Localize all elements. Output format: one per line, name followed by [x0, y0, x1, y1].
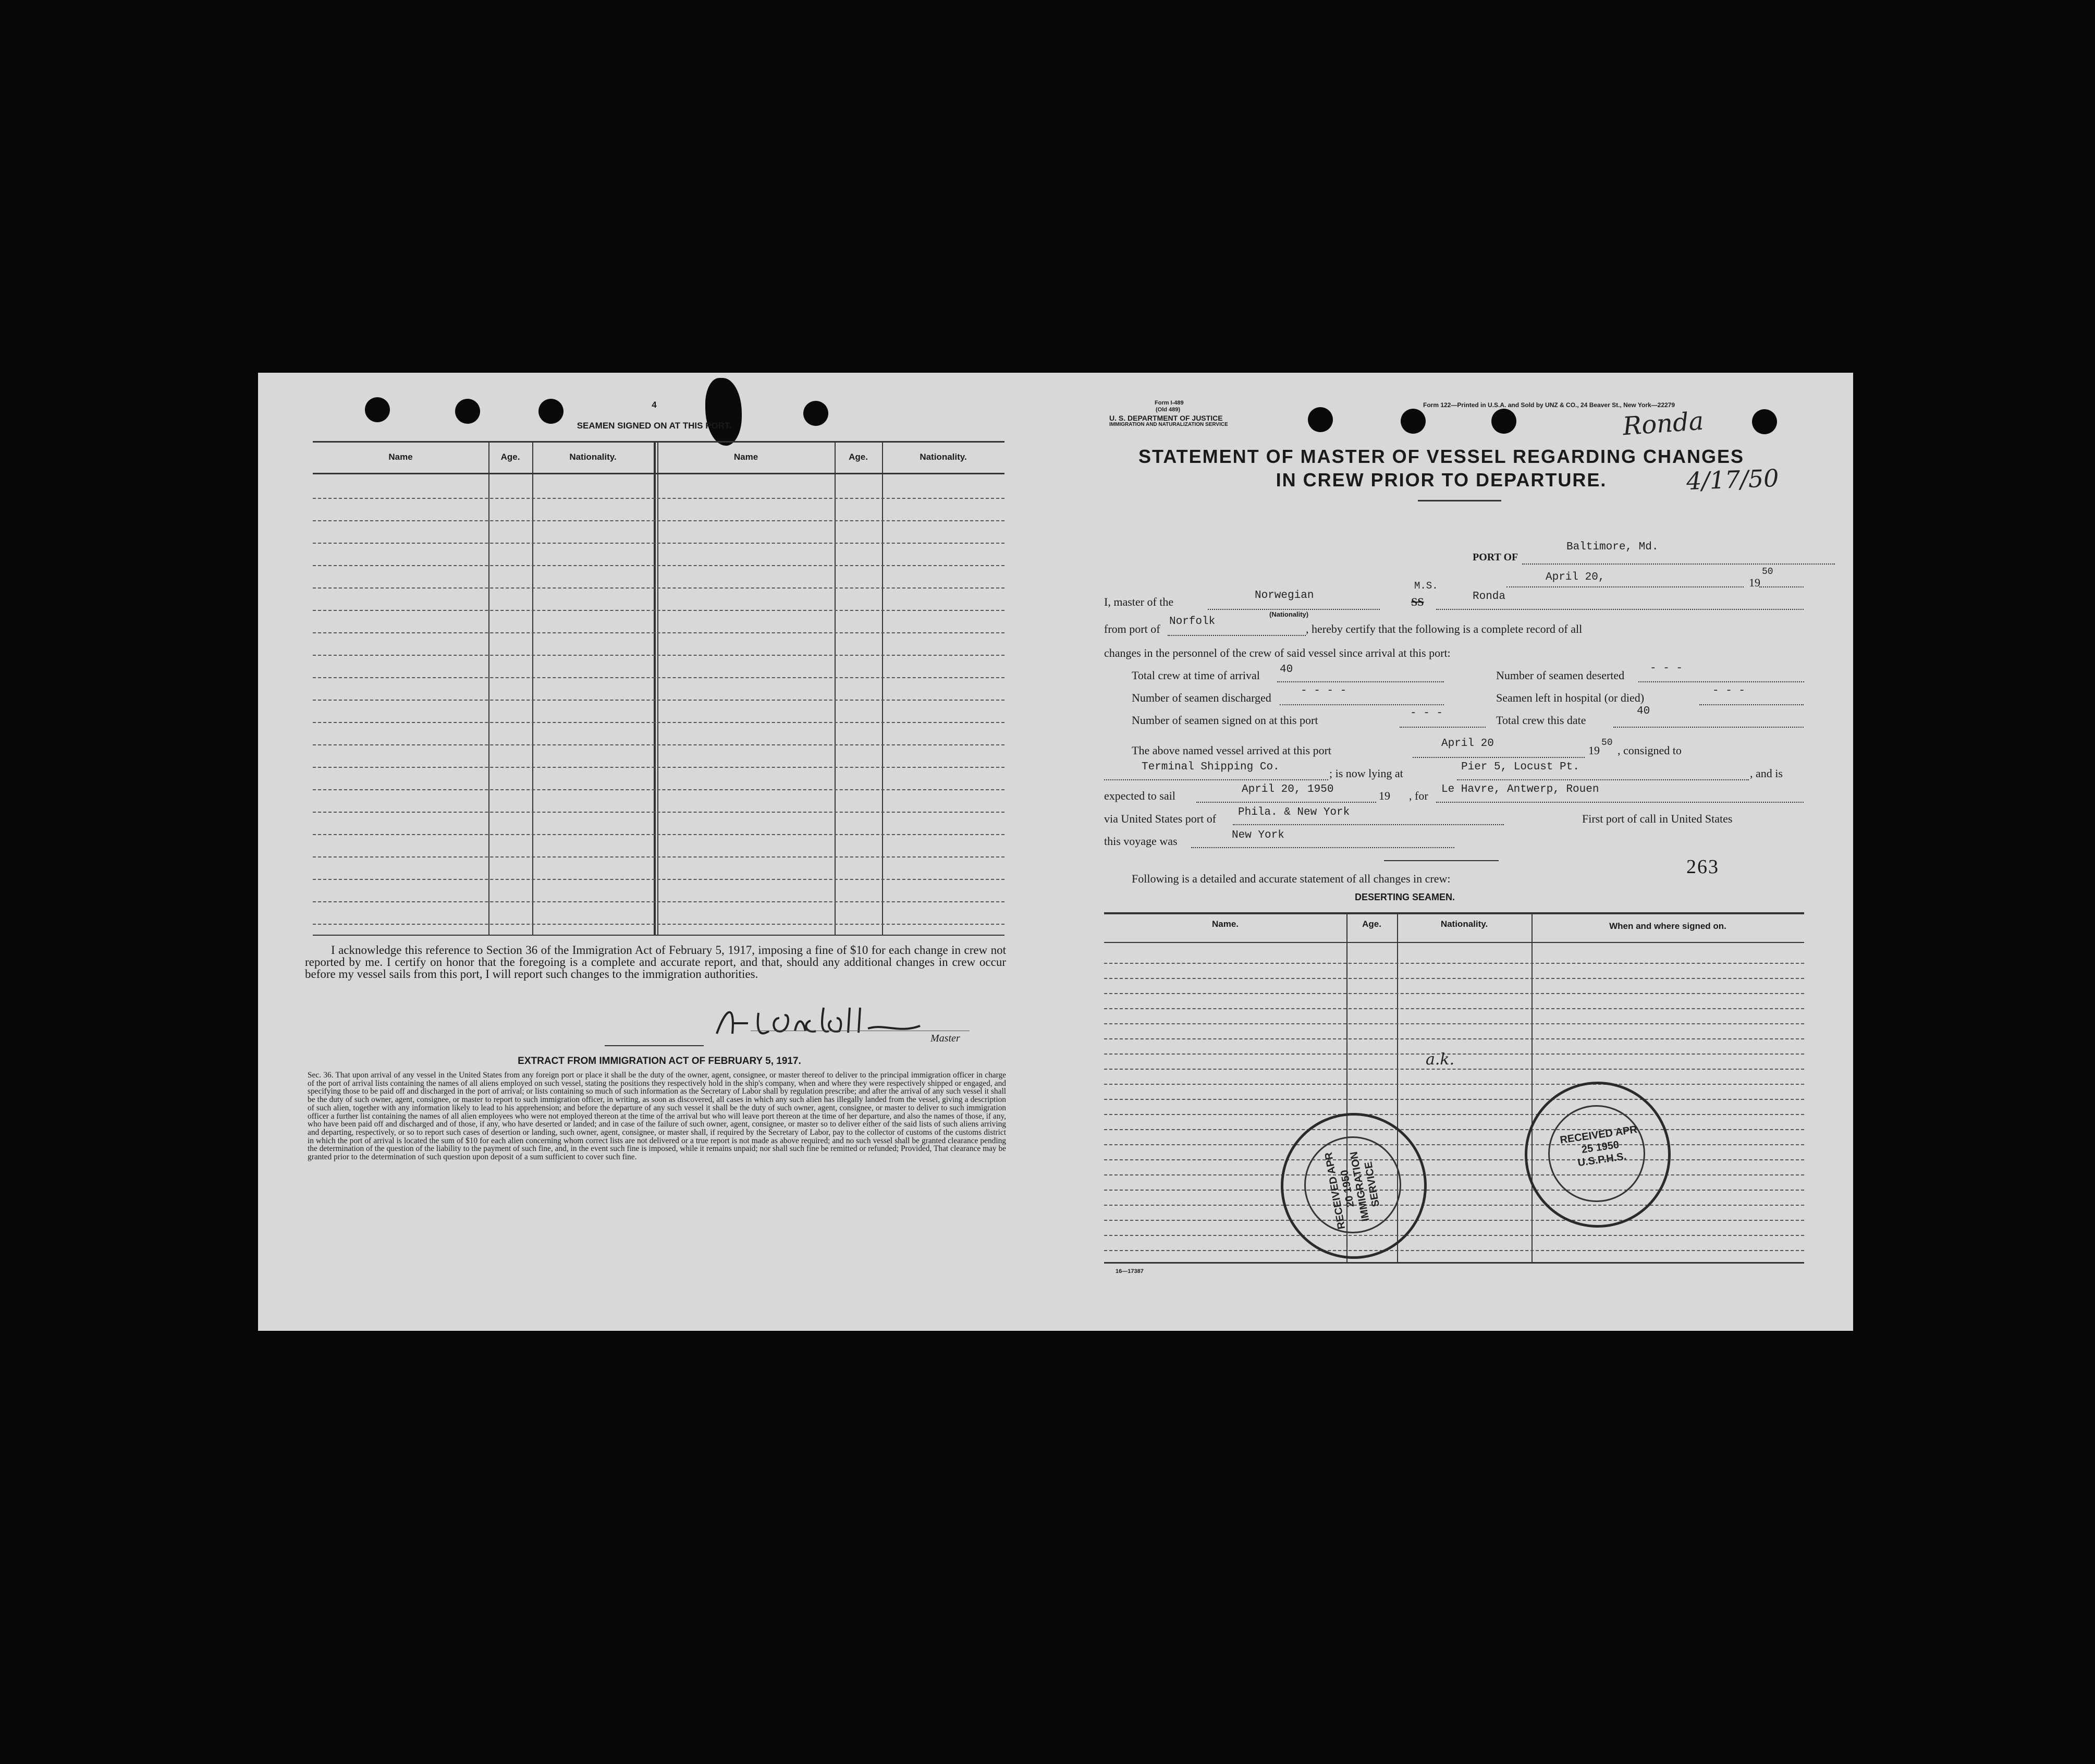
table-row: [313, 789, 1004, 790]
deserted-label: Number of seamen deserted: [1496, 669, 1625, 682]
table-row: [313, 856, 1004, 858]
column-header: Age.: [500, 452, 520, 462]
discharged-label: Number of seamen discharged: [1132, 691, 1271, 704]
via-label: via United States port of: [1104, 812, 1217, 825]
form-number: Form I-489: [1155, 400, 1184, 406]
year-line: [1759, 586, 1804, 587]
col-divider: [835, 441, 836, 935]
table-row: [313, 632, 1004, 633]
and-is-label: , and is: [1750, 767, 1783, 780]
title-rule: [1418, 500, 1501, 501]
table-row: [1104, 1159, 1804, 1160]
hospital-value: - - -: [1712, 685, 1746, 697]
stamped-number: 263: [1686, 856, 1719, 878]
first-port-label: First port of call in United States: [1582, 812, 1733, 825]
via-value: Phila. & New York: [1238, 806, 1350, 818]
deserting-title: DESERTING SEAMEN.: [1354, 892, 1455, 902]
col-divider: [882, 441, 883, 935]
table-row: [313, 700, 1004, 701]
form-title-line1: STATEMENT OF MASTER OF VESSEL REGARDING CHANGES: [1138, 446, 1745, 467]
printer-info: Form 122—Printed in U.S.A. and Sold by UNZ & CO., 24 Beaver St., New York—22279: [1423, 401, 1675, 409]
signed-on-label: Number of seamen signed on at this port: [1132, 714, 1318, 727]
col-divider: [654, 441, 656, 935]
master-signature: [712, 1002, 930, 1051]
from-port-line: [1168, 635, 1306, 636]
table-row: [1104, 1008, 1804, 1009]
changes-text: changes in the personnel of the crew of said vessel since arrival at this port:: [1104, 646, 1451, 659]
signed-on-line: [1400, 727, 1486, 728]
table-row: [1104, 1069, 1804, 1070]
table-row: [1104, 1205, 1804, 1206]
section-title: SEAMEN SIGNED ON AT THIS PORT.: [577, 421, 732, 431]
table-row: [313, 901, 1004, 902]
this-voyage-label: this voyage was: [1104, 835, 1178, 848]
table-bottom-rule: [313, 935, 1004, 936]
deserted-value: - - -: [1650, 663, 1683, 675]
total-crew-arrival-value: 40: [1280, 664, 1293, 676]
table-row: [1104, 1099, 1804, 1100]
from-port-value: Norfolk: [1169, 616, 1216, 628]
column-header: Name: [388, 452, 413, 462]
col-divider: [532, 441, 533, 935]
column-header: Nationality.: [1440, 919, 1488, 929]
handwritten-date: 4/17/50: [1686, 463, 1780, 496]
col-divider: [1532, 912, 1533, 1262]
punch-hole: [455, 399, 480, 424]
column-header: Age.: [1362, 919, 1381, 929]
expected-label: expected to sail: [1104, 789, 1175, 802]
arrived-line: [1413, 757, 1585, 758]
column-header: When and where signed on.: [1609, 921, 1726, 931]
table-row: [1104, 1084, 1804, 1085]
table-row: [313, 879, 1004, 880]
punch-hole: [1401, 409, 1426, 434]
punch-hole: [365, 397, 390, 422]
desert-table-bottom: [1104, 1262, 1804, 1264]
received-stamp-left: [1281, 1113, 1427, 1259]
table-row: [1104, 1144, 1804, 1145]
table-row: [313, 744, 1004, 745]
via-line: [1233, 824, 1504, 825]
expected-value: April 20, 1950: [1242, 783, 1334, 795]
vessel-line: [1436, 609, 1804, 610]
deserted-line: [1638, 681, 1804, 682]
hospital-label: Seamen left in hospital (or died): [1496, 691, 1645, 704]
torn-spot: [705, 378, 742, 446]
column-header: Nationality.: [569, 452, 617, 462]
arrived-year-value: 50: [1601, 738, 1613, 748]
total-crew-date-value: 40: [1637, 705, 1650, 717]
date-line: [1506, 586, 1744, 587]
consigned-label: , consigned to: [1618, 744, 1682, 757]
punch-hole: [538, 399, 563, 424]
punch-hole: [1491, 409, 1516, 434]
col-divider: [657, 441, 658, 935]
table-row: [1104, 978, 1804, 979]
stamp-right-text: RECEIVED APR 25 1950 U.S.P.H.S.: [1559, 1123, 1638, 1169]
year-value: 50: [1762, 567, 1773, 577]
port-label: PORT OF: [1473, 552, 1518, 563]
table-top-rule: [313, 441, 1004, 443]
form-code: 16—17387: [1116, 1268, 1144, 1275]
master-label: Master: [930, 1033, 960, 1044]
table-row: [313, 767, 1004, 768]
page-number: 4: [652, 400, 657, 410]
for-label: , for: [1409, 789, 1428, 802]
department-name: U. S. DEPARTMENT OF JUSTICE: [1109, 414, 1223, 422]
total-crew-arrival-label: Total crew at time of arrival: [1132, 669, 1260, 682]
table-row: [313, 655, 1004, 656]
col-divider: [488, 441, 489, 935]
acknowledgement-text: I acknowledge this reference to Section 36 of the Immigration Act of February 5, 1917, imposing a fine of $10 for each change in crew not reported by me. I certify on honor that the foregoing is a complete and accurate report, and that, should any additional changes in crew occur before my vessel sails from this port, I will report such changes to the immigration authorities.: [305, 944, 1006, 981]
discharged-line: [1280, 704, 1444, 705]
expected-line: [1196, 802, 1376, 803]
received-stamp-right: [1525, 1082, 1671, 1228]
from-port-label: from port of: [1104, 622, 1160, 635]
expected-year: 19: [1379, 789, 1390, 802]
nationality-value: Norwegian: [1255, 590, 1314, 602]
table-row: [1104, 1038, 1804, 1039]
table-row: [1104, 1220, 1804, 1221]
table-row: [1104, 1023, 1804, 1024]
hospital-line: [1699, 704, 1804, 705]
this-voyage-value: New York: [1232, 829, 1284, 841]
extract-text: Sec. 36. That upon arrival of any vessel in the United States from any foreign port or place it shall be the duty of the owner, agent, consignee, or master thereof to deliver to the principal immigration officer in charge of the port of arrival lists containing the names of all aliens employed on such vessel, stating the positions they respectively hold in the ship's company, when and where they were respectively shipped or engaged, and specifying those to be paid off and discharged in the port of arrival; or lists containing so much of such information as the Secretary of Labor shall by regulation prescribe; and after the arrival of any such vessel it shall be the duty of such owner, agent, consignee, or master to report to such immigration officer, in writing, as soon as discovered, all cases in which any such alien has illegally landed from the vessel, giving a description of such alien, together with any information likely to lead to his apprehension; and before the departure of any such vessel it shall be the duty of such owner, agent, consignee, or master to deliver to such immigration officer a further list containing the names of all alien employees who were not employed thereon at the time of the arrival but who will leave port thereon at the time of her departure, and also the names of those, if any, who have been paid off and discharged and of those, if any, who have deserted or landed; and in case of the failure of such owner, agent, consignee, or master so to deliver either of the said lists of such aliens arriving and departing, respectively, or so to report such cases of desertion or landing, such owner, agent, consignee, or master shall, if required by the Secretary of Labor, pay to the collector of customs of the customs district in which the port of arrival is located the sum of $10 for each alien concerning whom correct lists are not delivered or a true report is not made as above required; and no such vessel shall be granted clearance pending the determination of the question of the liability to the payment of such fine, and, in the event such fine is imposed, while it remains unpaid; nor shall such fine be remitted or refunded; Provided, That clearance may be granted prior to the determination of such question upon deposit of a sum sufficient to cover such fine.: [308, 1071, 1006, 1162]
column-header: Nationality.: [920, 452, 967, 462]
column-header: Age.: [849, 452, 868, 462]
arrived-year-prefix: 19: [1588, 744, 1600, 757]
table-row: [1104, 993, 1804, 994]
total-crew-arrival-line: [1277, 681, 1444, 682]
table-header-rule: [313, 473, 1004, 474]
extract-title: EXTRACT FROM IMMIGRATION ACT OF FEBRUARY 5, 1917.: [518, 1056, 801, 1067]
column-header: Name: [733, 452, 758, 462]
total-crew-date-label: Total crew this date: [1496, 714, 1586, 727]
total-crew-date-line: [1613, 727, 1804, 728]
table-row: [313, 834, 1004, 835]
date-value: April 20,: [1546, 571, 1605, 583]
desert-table-header-rule: [1104, 942, 1804, 943]
table-row: [313, 812, 1004, 813]
table-row: [313, 498, 1004, 499]
arrived-label: The above named vessel arrived at this port: [1132, 744, 1332, 757]
arrived-value: April 20: [1441, 738, 1494, 750]
handwritten-initials: a.k.: [1426, 1050, 1455, 1069]
year-prefix: 19: [1749, 576, 1760, 589]
table-row: [313, 924, 1004, 925]
table-row: [313, 722, 1004, 723]
table-row: [1104, 1250, 1804, 1251]
this-voyage-line: [1191, 847, 1454, 848]
form-title-line2: IN CREW PRIOR TO DEPARTURE.: [1276, 469, 1607, 491]
vessel-name: Ronda: [1473, 591, 1506, 603]
handwritten-vessel-name: Ronda: [1622, 406, 1705, 442]
separator-rule: [1384, 860, 1499, 861]
vessel-type: M.S.: [1414, 580, 1438, 592]
separator-rule: [605, 1045, 704, 1046]
signature-drawing: [712, 1002, 930, 1044]
master-of-label: I, master of the: [1104, 595, 1174, 608]
certify-text: , hereby certify that the following is a complete record of all: [1306, 622, 1583, 635]
vessel-type-struck: SS: [1411, 595, 1424, 608]
following-text: Following is a detailed and accurate statement of all changes in crew:: [1132, 872, 1451, 885]
table-row: [313, 543, 1004, 544]
signed-on-value: - - -: [1410, 707, 1443, 719]
table-row: [1104, 1190, 1804, 1191]
table-row: [1104, 1114, 1804, 1115]
punch-hole: [1308, 407, 1333, 432]
table-row: [1104, 1129, 1804, 1130]
port-line: [1522, 564, 1835, 565]
table-row: [1104, 1235, 1804, 1236]
document-sheet: [258, 373, 1853, 1331]
table-row: [313, 587, 1004, 589]
for-value: Le Havre, Antwerp, Rouen: [1441, 783, 1599, 795]
consignee-value: Terminal Shipping Co.: [1142, 761, 1280, 773]
table-row: [1104, 963, 1804, 964]
column-header: Name.: [1211, 919, 1239, 929]
for-line: [1436, 802, 1804, 803]
form-old-number: (Old 489): [1156, 407, 1181, 413]
desert-table-top: [1104, 912, 1804, 914]
table-row: [1104, 1174, 1804, 1175]
lying-label: ; is now lying at: [1329, 767, 1403, 780]
punch-hole: [1752, 409, 1777, 434]
nationality-caption: (Nationality): [1269, 610, 1309, 618]
table-row: [313, 565, 1004, 566]
lying-line: [1457, 779, 1749, 780]
table-row: [313, 520, 1004, 521]
nationality-line: [1208, 609, 1380, 610]
stamp-left-text: RECEIVED APR 20 1950 IMMIGRATION SERVICE: [1322, 1150, 1382, 1230]
discharged-value: - - - -: [1301, 685, 1347, 697]
table-row: [313, 677, 1004, 678]
lying-value: Pier 5, Locust Pt.: [1461, 761, 1579, 773]
port-value: Baltimore, Md.: [1566, 541, 1659, 553]
service-name: IMMIGRATION AND NATURALIZATION SERVICE: [1109, 422, 1228, 427]
consignee-line: [1104, 779, 1328, 780]
table-row: [313, 610, 1004, 611]
